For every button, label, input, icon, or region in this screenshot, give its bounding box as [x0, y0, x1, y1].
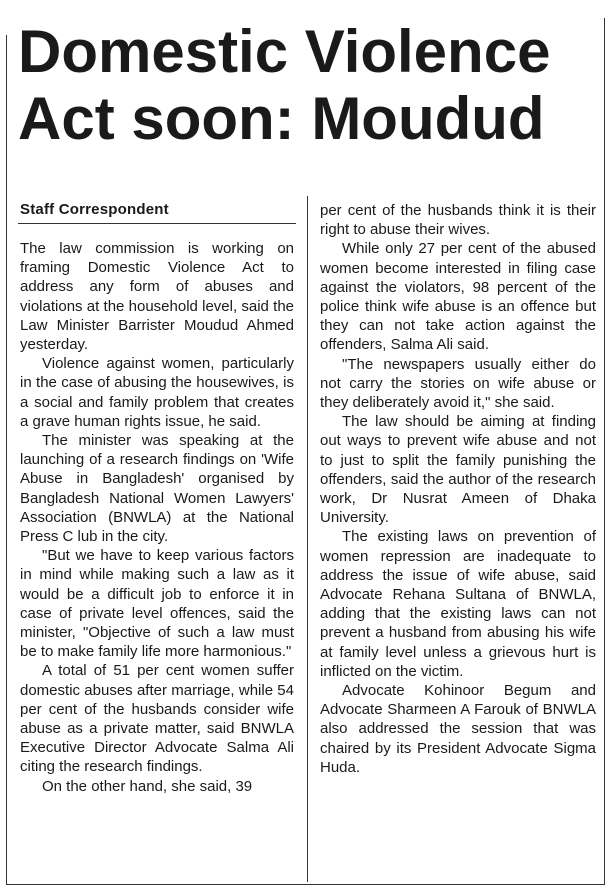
headline: [18, 18, 602, 152]
paragraph: While only 27 per cent of the abused women become interested in filing case against the violators, 98 percent of the police think wife abuse is an offence but they can not take action against the offenders, Salma Ali said.: [320, 240, 596, 354]
headline-line-1: Domestic Violence: [18, 18, 551, 85]
paragraph: A total of 51 per cent women suffer domestic abuses after marriage, while 54 per cent of the husbands consider wife abuse as a private matter, said BNWLA Executive Director Advocate Salma Ali citing the research findings.: [20, 662, 294, 776]
paragraph: The existing laws on prevention of women repression are inadequate to address the issue of wife abuse, said Advocate Rehana Sultana of BNWLA, adding that the existing laws can not prevent a husband from abusing his wife at family level unless a grievous hurt is inflicted on the victim.: [320, 528, 596, 680]
paragraph: On the other hand, she said, 39: [42, 777, 253, 795]
byline-text: Staff Correspondent: [20, 201, 169, 218]
headline-line-2: Act soon: Moudud: [18, 85, 545, 152]
right-border-rule: [604, 18, 605, 885]
paragraph: Violence against women, particularly in the case of abusing the housewives, is a social and family problem that creates a grave human rights issue, he said.: [20, 355, 294, 430]
paragraph: The law should be aiming at finding out ways to prevent wife abuse and not to just to split the family punishing the offenders, said the author of the research work, Dr Nusrat Ameen of Dhaka University.: [320, 413, 596, 527]
left-border-rule: [6, 35, 7, 885]
paragraph: The minister was speaking at the launching of a research findings on 'Wife Abuse in Bangladesh' organised by Bangladesh National Women Lawyers' Association (BNWLA) at the National Press C lub in the city.: [20, 432, 294, 546]
bottom-border-rule: [6, 884, 605, 885]
paragraph: Advocate Kohinoor Begum and Advocate Sharmeen A Farouk of BNWLA also addressed the session that was chaired by its President Advocate Sigma Huda.: [320, 682, 596, 776]
byline: [20, 201, 296, 218]
paragraph: per cent of the husbands think it is their right to abuse their wives.: [320, 202, 596, 239]
article-column-2: [320, 201, 596, 777]
byline-rule: [18, 223, 296, 224]
paragraph: "But we have to keep various factors in mind while making such a law as it would be a difficult job to enforce it in case of private level offences, said the minister, "Objective of such a law must be to make family life more harmonious.": [20, 547, 294, 661]
paragraph: The law commission is working on framing Domestic Violence Act to address any form of abuses and violations at the household level, said the Law Minister Barrister Moudud Ahmed yesterday.: [20, 240, 294, 354]
article-column-1: [20, 239, 294, 884]
column-divider: [307, 196, 308, 882]
paragraph: "The newspapers usually either do not carry the stories on wife abuse or they deliberately avoid it," she said.: [320, 355, 596, 412]
